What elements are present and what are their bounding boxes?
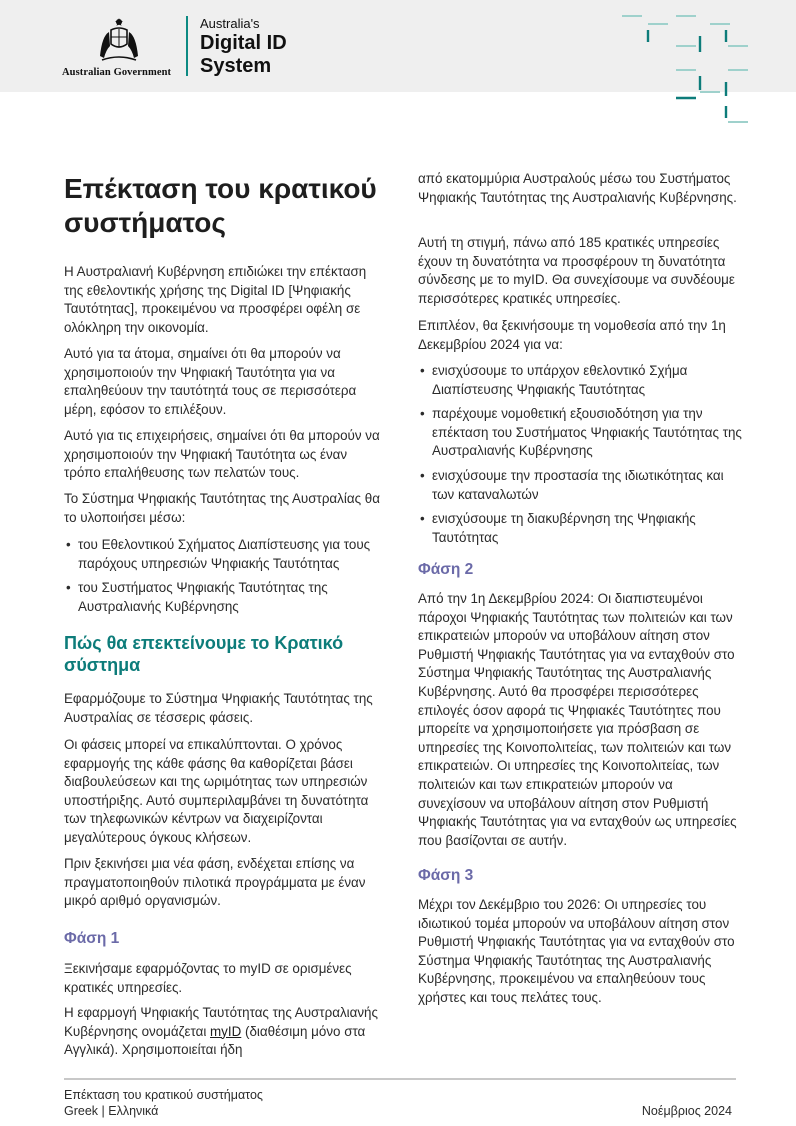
phase-2-heading: Φάση 2 (418, 561, 474, 578)
logo-line-3: System (200, 55, 272, 77)
overlap-paragraph: Οι φάσεις μπορεί να επικαλύπτονται. Ο χρόνος εφαρμογής της κάθε φάσης θα καθορίζεται βάσει διαβουλεύσεων και της ωριμότητας των υπηρεσιών υποστήριξης. Αυτό συμπεριλαμβάνει τη δυνατότητα των τηλεφωνικών κέντρων να διαχειρίζονται μεγαλύτερους όγκους κλήσεων. (64, 737, 369, 845)
myid-link[interactable]: myID (210, 1023, 242, 1039)
government-logo (62, 16, 178, 78)
logo-line-2: Digital ID (200, 32, 287, 54)
myid-text-start: Η εφαρμογή Ψηφιακής Ταυτότητας της Αυστραλιανής Κυβέρνησης ονομάζεται (64, 1005, 378, 1039)
section-heading: Πώς θα επεκτείνουμε το Κρατικό σύστημα (64, 633, 344, 675)
footer-divider (64, 1078, 736, 1080)
list-item: • ενισχύσουμε το υπάρχον εθελοντικό Σχήμα Διαπίστευσης Ψηφιακής Ταυτότητας (418, 362, 743, 399)
footer-title: Επέκταση του κρατικού συστήματος (64, 1088, 263, 1102)
list-item: • του Εθελοντικού Σχήματος Διαπίστευσης για τους παρόχους υπηρεσιών Ψηφιακής Ταυτότητας (64, 536, 384, 573)
coat-of-arms-icon (96, 16, 142, 62)
list-item: • ενισχύσουμε τη διακυβέρνηση της Ψηφιακής Ταυτότητας (418, 510, 743, 547)
phase-1-paragraph: Ξεκινήσαμε εφαρμόζοντας το myID σε ορισμένες κρατικές υπηρεσίες. (64, 961, 352, 995)
continued-paragraph: από εκατομμύρια Αυστραλούς μέσω του Συστήματος Ψηφιακής Ταυτότητας της Αυστραλιανής Κυβέρνησης. (418, 171, 737, 205)
list-item: • παρέχουμε νομοθετική εξουσιοδότηση για την επέκταση του Συστήματος Ψηφιακής Ταυτότητας της Αυστραλιανής Κυβέρνησης (418, 405, 743, 461)
businesses-paragraph: Αυτό για τις επιχειρήσεις, σημαίνει ότι θα μπορούν να χρησιμοποιούν την Ψηφιακή Ταυτότητα ως έναν τρόπο επαλήθευσης των πελατών τους. (64, 428, 380, 481)
page-header (0, 0, 796, 92)
footer-date: Νοέμβριος 2024 (641, 1104, 732, 1118)
page-title: Επέκταση του κρατικού συστήματος (64, 173, 377, 238)
logo-line-1: Australia's (200, 16, 260, 31)
legislation-paragraph: Επιπλέον, θα ξεκινήσουμε τη νομοθεσία από την 1η Δεκεμβρίου 2024 για να: (418, 318, 726, 352)
phase-3-paragraph: Μέχρι τον Δεκέμβριο του 2026: Οι υπηρεσίες του ιδιωτικού τομέα μπορούν να υποβάλουν αίτηση στον Ρυθμιστή Ψηφιακής Ταυτότητας για να ενταχθούν στο Σύστημα Ψηφιακής Ταυτότητας της Αυστραλιανής Κυβέρνησης, προκειμένου να επαληθεύουν τους χρήστες και τους πελάτες τους. (418, 897, 735, 1005)
phase-1-heading: Φάση 1 (64, 930, 120, 947)
phase-2-paragraph: Από την 1η Δεκεμβρίου 2024: Οι διαπιστευμένοι πάροχοι Ψηφιακής Ταυτότητας των πολιτειών και των επικρατειών μπορούν να υποβάλουν αίτηση στον Ρυθμιστή Ψηφιακής Ταυτότητας για να ενταχθούν στο Σύστημα Ψηφιακής Ταυτότητας της Αυστραλιανής Κυβέρνησης. Αυτό θα προσφέρει περισσότερες επιλογές όσον αφορά τις Ψηφιακές Ταυτότητες που μπορείτε να χρησιμοποιήσετε για πρόσβαση σε υπηρεσίες της Κοινοπολιτείας, των πολιτειών και των επικρατειών. Οι υπηρεσίες της Κοινοπολιτείας, των πολιτειών και των επικρατειών μπορούν να συνεχίσουν να υποβάλουν αίτηση στον Ρυθμιστή Ψηφιακής Ταυτότητας για να ενταχθούν ως υπηρεσίες που βασίζονται σε αυτήν. (418, 591, 737, 848)
government-name: Australian Government (62, 67, 172, 78)
myid-paragraph (64, 1004, 384, 1060)
delivery-bullet-list (64, 536, 384, 622)
myid-text-end: (διαθέσιμη μόνο στα Αγγλικά). Χρησιμοποιείται ήδη (64, 1023, 366, 1058)
services-paragraph: Αυτή τη στιγμή, πάνω από 185 κρατικές υπηρεσίες έχουν τη δυνατότητα να προσφέρουν τη δυνατότητα σύνδεσης με το myID. Θα συνεχίσουμε να συνδέουμε περισσότερες κρατικές υπηρεσίες. (418, 235, 735, 306)
logo-divider (186, 16, 188, 76)
footer-language: Greek | Ελληνικά (64, 1104, 159, 1118)
list-item: • ενισχύσουμε την προστασία της ιδιωτικότητας και των καταναλωτών (418, 467, 743, 504)
decorative-dash-pattern (620, 12, 760, 124)
legislation-bullet-list (418, 362, 743, 553)
individuals-paragraph: Αυτό για τα άτομα, σημαίνει ότι θα μπορούν να χρησιμοποιούν την Ψηφιακή Ταυτότητα για να επαληθεύουν την ταυτότητά τους σε περισσότερα μέρη, εφόσον το επιλέξουν. (64, 346, 357, 417)
system-delivery-paragraph: Το Σύστημα Ψηφιακής Ταυτότητας της Αυστραλίας θα το υλοποιήσει μέσω: (64, 491, 380, 525)
phases-paragraph: Εφαρμόζουμε το Σύστημα Ψηφιακής Ταυτότητας της Αυστραλίας σε τέσσερις φάσεις. (64, 691, 373, 725)
pilot-paragraph: Πριν ξεκινήσει μια νέα φάση, ενδέχεται επίσης να πραγματοποιηθούν πιλοτικά προγράμματα με έναν μικρό αριθμό οργανισμών. (64, 856, 366, 909)
phase-3-heading: Φάση 3 (418, 867, 474, 884)
list-item: • του Συστήματος Ψηφιακής Ταυτότητας της Αυστραλιανής Κυβέρνησης (64, 579, 384, 616)
intro-paragraph: Η Αυστραλιανή Κυβέρνηση επιδιώκει την επέκταση της εθελοντικής χρήσης της Digital ID [Ψηφιακής Ταυτότητας], προκειμένου να προσφέρει οφέλη σε ολόκληρη την οικονομία. (64, 264, 367, 335)
